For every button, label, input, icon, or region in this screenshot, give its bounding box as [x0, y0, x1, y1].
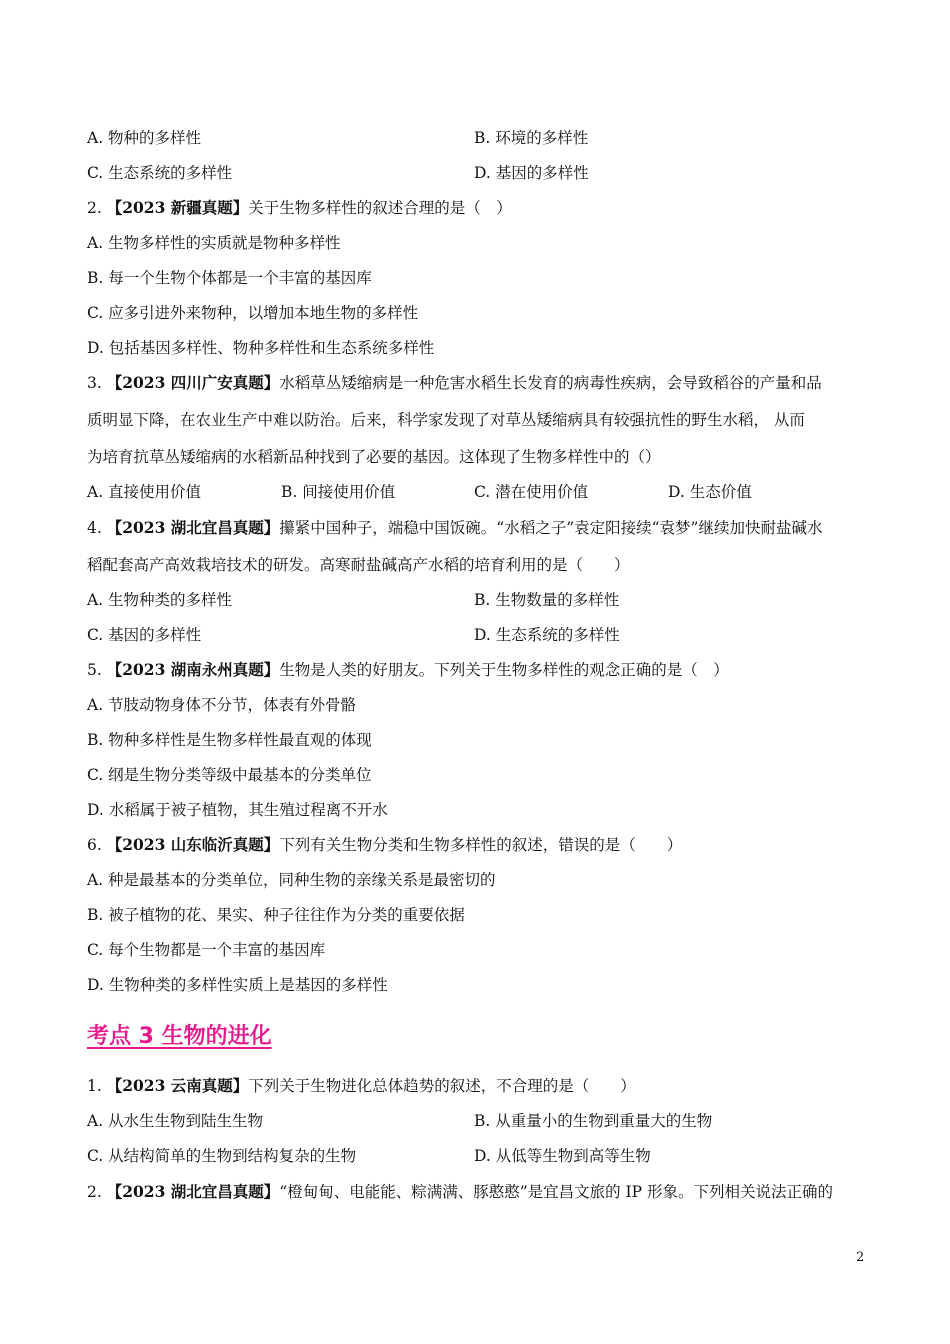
- q2-option-d: D. 包括基因多样性、物种多样性和生态系统多样性: [87, 339, 435, 357]
- q2-stem: [87, 198, 512, 218]
- q1-option-c: C. 生态系统的多样性: [87, 164, 233, 182]
- q2-number: 2.: [87, 199, 107, 217]
- s3q1-option-a: A. 从水生生物到陆生生物: [87, 1112, 264, 1130]
- s3q2-source-tag: 【2023 湖北宜昌真题】: [106, 1182, 280, 1201]
- q6-option-c: C. 每个生物都是一个丰富的基因库: [87, 941, 326, 959]
- q6-option-b: B. 被子植物的花、果实、种子往往作为分类的重要依据: [87, 906, 465, 924]
- q3-source-tag: 【2023 四川广安真题】: [106, 373, 280, 392]
- q5-option-b: B. 物种多样性是生物多样性最直观的体现: [87, 731, 372, 749]
- page-number: 2: [856, 1250, 865, 1265]
- q6-stem: [87, 835, 682, 855]
- q5-stem: [87, 660, 729, 680]
- s3q1-stem: [87, 1076, 636, 1096]
- q3-number: 3.: [87, 374, 107, 392]
- q3-text-1: 水稻草丛矮缩病是一种危害水稻生长发育的病毒性疾病，会导致稻谷的产量和品: [279, 374, 822, 392]
- q6-number: 6.: [87, 836, 107, 854]
- section-heading: 考点 3 生物的进化: [87, 1024, 272, 1049]
- q4-stem-line1: [87, 518, 822, 538]
- s3q1-option-d: D. 从低等生物到高等生物: [474, 1147, 651, 1165]
- q6-option-d: D. 生物种类的多样性实质上是基因的多样性: [87, 976, 388, 994]
- q3-option-c: C. 潜在使用价值: [474, 483, 589, 501]
- q5-option-c: C. 纲是生物分类等级中最基本的分类单位: [87, 766, 372, 784]
- q1-option-a: A. 物种的多样性: [87, 129, 202, 147]
- s3q2-stem: [87, 1182, 833, 1202]
- q5-source-tag: 【2023 湖南永州真题】: [106, 660, 280, 679]
- s3q2-number: 2.: [87, 1183, 107, 1201]
- q1-option-d: D. 基因的多样性: [474, 164, 589, 182]
- q3-option-b: B. 间接使用价值: [281, 483, 396, 501]
- q2-text: 关于生物多样性的叙述合理的是（ ）: [248, 199, 512, 217]
- q4-option-c: C. 基因的多样性: [87, 626, 202, 644]
- q3-stem-line1: [87, 373, 822, 393]
- q5-number: 5.: [87, 661, 107, 679]
- q5-text: 生物是人类的好朋友。下列关于生物多样性的观念正确的是（ ）: [279, 661, 729, 679]
- q4-stem-line2: 稻配套高产高效栽培技术的研发。高寒耐盐碱高产水稻的培育利用的是（ ）: [87, 556, 630, 574]
- q2-option-b: B. 每一个生物个体都是一个丰富的基因库: [87, 269, 372, 287]
- q2-option-c: C. 应多引进外来物种，以增加本地生物的多样性: [87, 304, 419, 322]
- q5-option-d: D. 水稻属于被子植物，其生殖过程离不开水: [87, 801, 388, 819]
- q4-source-tag: 【2023 湖北宜昌真题】: [106, 518, 280, 537]
- q3-stem-line3: 为培育抗草丛矮缩病的水稻新品种找到了必要的基因。这体现了生物多样性中的（）: [87, 448, 661, 466]
- q1-option-b: B. 环境的多样性: [474, 129, 589, 147]
- q4-text-1: 攥紧中国种子，端稳中国饭碗。“水稻之子”袁定阳接续“袁梦”继续加快耐盐碱水: [279, 519, 823, 537]
- s3q1-option-c: C. 从结构简单的生物到结构复杂的生物: [87, 1147, 357, 1165]
- q6-source-tag: 【2023 山东临沂真题】: [106, 835, 280, 854]
- q6-option-a: A. 种是最基本的分类单位，同种生物的亲缘关系是最密切的: [87, 871, 496, 889]
- q4-option-b: B. 生物数量的多样性: [474, 591, 620, 609]
- s3q1-source-tag: 【2023 云南真题】: [106, 1076, 249, 1095]
- q2-option-a: A. 生物多样性的实质就是物种多样性: [87, 234, 341, 252]
- s3q1-text: 下列关于生物进化总体趋势的叙述，不合理的是（ ）: [248, 1077, 636, 1095]
- q4-option-a: A. 生物种类的多样性: [87, 591, 233, 609]
- q5-option-a: A. 节肢动物身体不分节，体表有外骨骼: [87, 696, 357, 714]
- s3q1-number: 1.: [87, 1077, 107, 1095]
- q2-source-tag: 【2023 新疆真题】: [106, 198, 249, 217]
- q3-option-a: A. 直接使用价值: [87, 483, 202, 501]
- q3-stem-line2: 质明显下降，在农业生产中难以防治。后来，科学家发现了对草丛矮缩病具有较强抗性的野生水稻， 从而: [87, 411, 805, 429]
- q4-number: 4.: [87, 519, 107, 537]
- q6-text: 下列有关生物分类和生物多样性的叙述，错误的是（ ）: [279, 836, 683, 854]
- s3q2-text: “橙甸甸、电能能、粽满满、豚憨憨”是宜昌文旅的 IP 形象。下列相关说法正确的: [279, 1183, 834, 1201]
- s3q1-option-b: B. 从重量小的生物到重量大的生物: [474, 1112, 713, 1130]
- q4-option-d: D. 生态系统的多样性: [474, 626, 620, 644]
- q3-option-d: D. 生态价值: [668, 483, 752, 501]
